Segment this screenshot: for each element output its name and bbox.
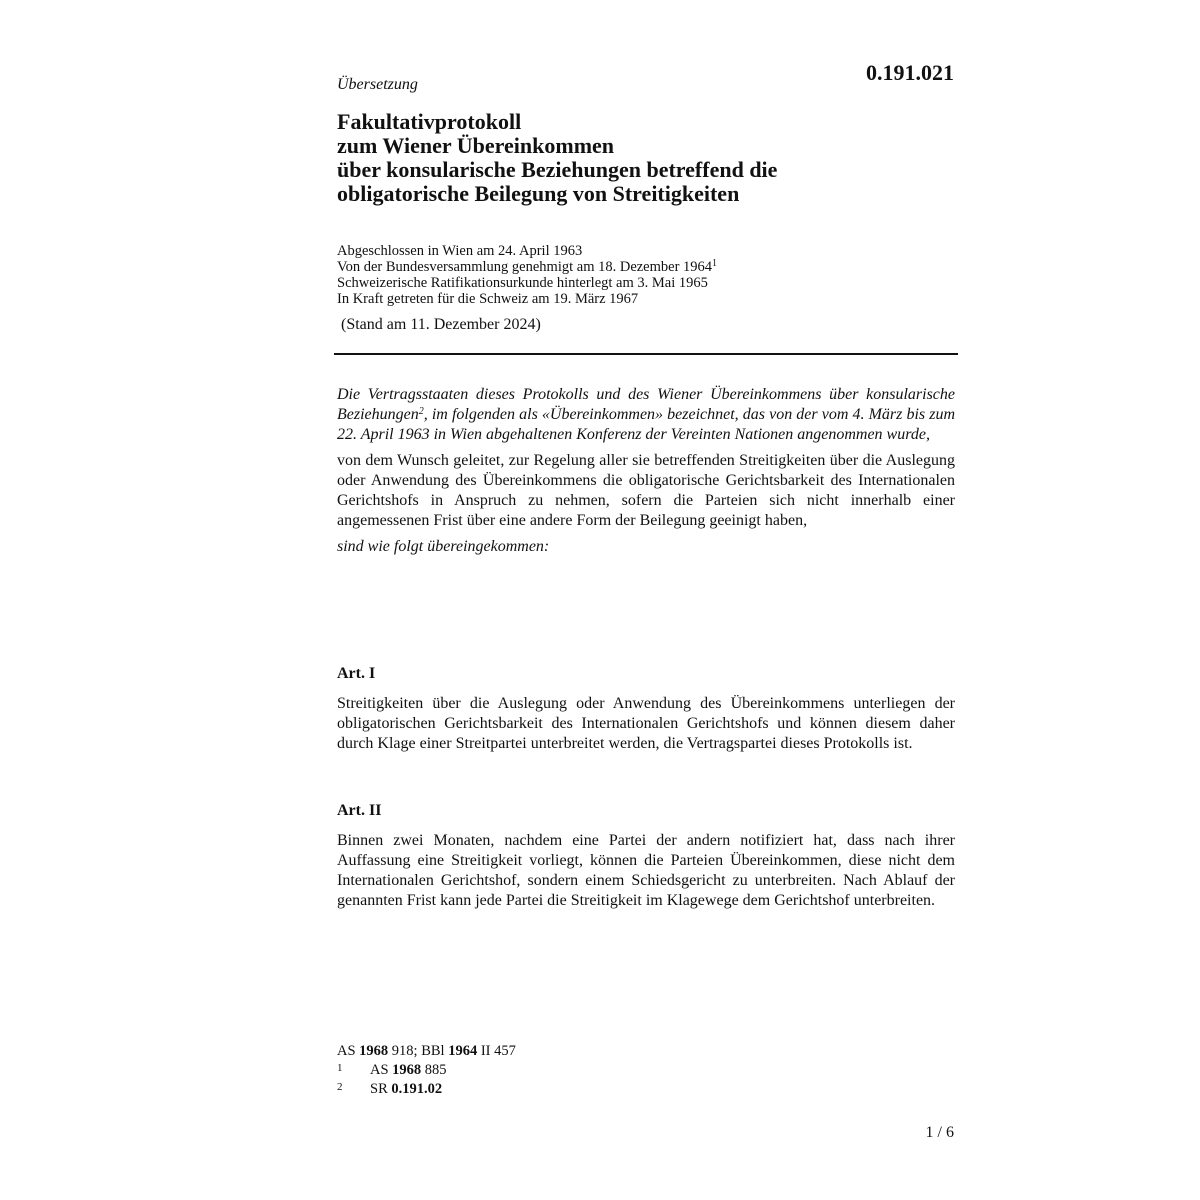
title-line: Fakultativprotokoll xyxy=(337,109,522,134)
source-suffix: II 457 xyxy=(477,1043,516,1059)
approval-date: Von der Bundesversammlung genehmigt am 18. Dezember 1964 xyxy=(337,259,713,275)
footnote-2 xyxy=(337,1079,516,1098)
article-1 xyxy=(337,664,955,754)
article-heading: Art. I xyxy=(337,665,376,682)
preamble-text: Die Vertragsstaaten dieses Protokolls und des Wiener Übereinkommens über konsularische Beziehungen xyxy=(337,386,955,423)
in-force-date: In Kraft getreten für die Schweiz am 19. März 1967 xyxy=(337,291,639,307)
sr-number: 0.191.021 xyxy=(866,60,954,85)
title-line: obligatorische Beilegung von Streitigkeiten xyxy=(337,181,740,206)
footnote-bold: 1968 xyxy=(392,1062,422,1078)
document-title xyxy=(337,110,957,206)
footnote-ref-2[interactable]: 2 xyxy=(418,406,424,417)
footnote-1 xyxy=(337,1060,516,1079)
footnote-number: 1 xyxy=(337,1062,343,1074)
document-metadata xyxy=(337,243,957,307)
footnote-suffix: 885 xyxy=(421,1062,447,1078)
footnote-number: 2 xyxy=(337,1081,343,1093)
source-year: 1964 xyxy=(448,1043,478,1059)
source-reference xyxy=(337,1043,516,1060)
preamble-paragraph-1 xyxy=(337,385,955,445)
article-heading: Art. II xyxy=(337,802,382,819)
article-text: Streitigkeiten über die Auslegung oder Anwendung des Übereinkommens unterliegen der obligatorischen Gerichtsbarkeit des Internationalen Gerichtshofs und können diesem daher durch Klage einer Streitpartei unterbreitet werden, die Vertragspartei dieses Protokolls ist. xyxy=(337,695,955,752)
preamble xyxy=(337,385,955,563)
source-prefix: AS xyxy=(337,1043,360,1059)
approval-date-line xyxy=(337,259,957,275)
title-line: zum Wiener Übereinkommen xyxy=(337,133,615,158)
source-year: 1968 xyxy=(359,1043,389,1059)
footnote-ref-1[interactable]: 1 xyxy=(712,258,718,269)
footnote-bold: 0.191.02 xyxy=(391,1081,443,1097)
source-mid: 918; BBl xyxy=(388,1043,449,1059)
title-line: über konsularische Beziehungen betreffend die xyxy=(337,157,778,182)
page-number: 1 / 6 xyxy=(925,1124,954,1141)
article-text: Binnen zwei Monaten, nachdem eine Partei der andern notifiziert hat, dass nach ihrer Auffassung eine Streitigkeit vorliegt, können die Parteien Übereinkommen, diese nicht dem Internationalen Gerichtshof, sondern einem Schiedsgericht zu unterbreiten. Nach Ablauf der genannten Frist kann jede Partei die Streitigkeit im Klagewege dem Gerichtshof unterbreiten. xyxy=(337,832,955,909)
ratification-date: Schweizerische Ratifikationsurkunde hinterlegt am 3. Mai 1965 xyxy=(337,275,708,291)
translation-label: Übersetzung xyxy=(337,76,418,93)
status-date: (Stand am 11. Dezember 2024) xyxy=(341,316,541,333)
preamble-paragraph-3: sind wie folgt übereingekommen: xyxy=(337,538,550,555)
footnote-prefix: SR xyxy=(370,1081,392,1097)
preamble-text: , im folgenden als «Übereinkommen» bezeichnet, das von der vom 4. März bis zum 22. April 1963 in Wien abgehaltenen Konferenz der Vereinten Nationen angenommen wurde, xyxy=(337,406,955,443)
footnotes xyxy=(337,1043,516,1098)
header-divider xyxy=(334,353,958,355)
footnote-prefix: AS xyxy=(370,1062,393,1078)
article-2 xyxy=(337,801,955,911)
concluded-date: Abgeschlossen in Wien am 24. April 1963 xyxy=(337,243,583,259)
preamble-paragraph-2: von dem Wunsch geleitet, zur Regelung aller sie betreffenden Streitigkeiten über die Auslegung oder Anwendung des Übereinkommens die obligatorische Gerichtsbarkeit des Internationalen Gerichtshofs in Anspruch zu nehmen, sofern die Parteien sich nicht innerhalb einer angemessenen Frist über eine andere Form der Beilegung geeinigt haben, xyxy=(337,452,955,529)
